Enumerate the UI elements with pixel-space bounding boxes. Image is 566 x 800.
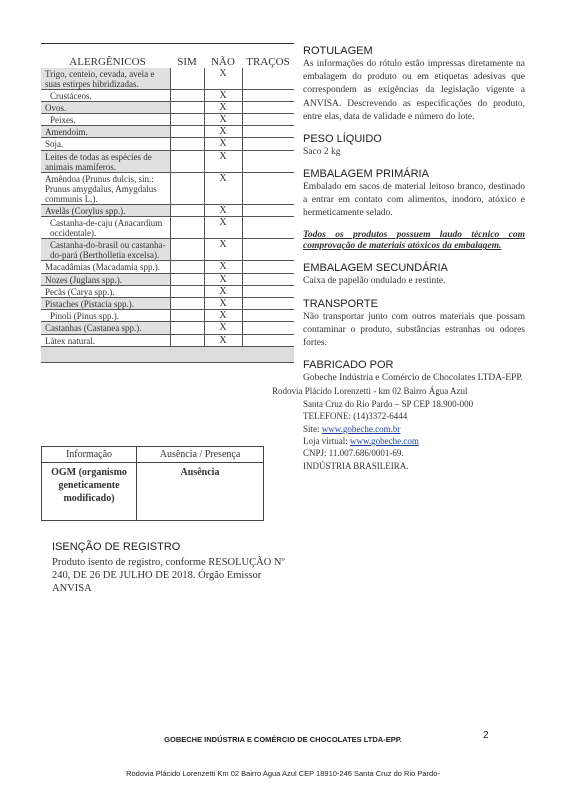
allergen-sim <box>170 310 204 322</box>
allergen-tracos <box>242 172 294 204</box>
fabricado-phone: TELEFONE: (14)3372-6444 <box>303 411 408 422</box>
allergen-header-nao: NÃO <box>204 44 242 68</box>
allergen-row <box>41 261 294 273</box>
allergen-tracos <box>242 150 294 172</box>
allergen-name: Amendoim. <box>41 126 170 138</box>
fabricado-address-block <box>272 385 525 472</box>
right-column <box>272 45 525 472</box>
fabricado-site <box>303 423 525 435</box>
allergen-tracos <box>242 101 294 113</box>
allergen-name: Macadâmias (Macadamia spp.). <box>41 261 170 273</box>
allergen-row <box>41 298 294 310</box>
allergen-nao: X <box>204 273 242 285</box>
embalagem-secundaria-title: EMBALAGEM SECUNDÁRIA <box>303 262 448 275</box>
ogm-row-info: OGM (organismo geneticamente modificado) <box>42 463 137 521</box>
allergen-table <box>41 43 294 363</box>
allergen-row <box>41 204 294 216</box>
allergen-spacer-cell <box>41 346 294 362</box>
allergen-nao: X <box>204 114 242 126</box>
fabricado-address2: Santa Cruz do Rio Pardo – SP CEP 18.900-000 <box>303 398 474 409</box>
allergen-sim <box>170 114 204 126</box>
allergen-sim <box>170 334 204 346</box>
allergen-name: Castanha-do-brasil ou castanha-do-pará (Bertholletia excelsa). <box>41 239 170 261</box>
allergen-tracos <box>242 217 294 239</box>
allergen-spacer-row <box>41 346 294 362</box>
embalagem-note: Todos os produtos possuem laudo técnico com comprovação de materiais atóxicos da embalagem. <box>303 229 525 252</box>
page-number: 2 <box>483 730 489 741</box>
peso-title: PESO LÍQUIDO <box>303 132 382 145</box>
allergen-name: Pistaches (Pistacia spp.). <box>41 298 170 310</box>
allergen-nao: X <box>204 89 242 101</box>
allergen-row <box>41 217 294 239</box>
allergen-row <box>41 126 294 138</box>
allergen-row <box>41 273 294 285</box>
allergen-row <box>41 138 294 150</box>
allergen-header-sim: SIM <box>170 44 204 68</box>
transporte-text: Não transportar junto com outros materiais que possam contaminar o produto, substâncias estranhas ou odores fortes. <box>303 311 525 348</box>
peso-text: Saco 2 kg <box>303 146 341 157</box>
allergen-nao: X <box>204 101 242 113</box>
allergen-name: Pinoli (Pinus spp.). <box>41 310 170 322</box>
allergen-name: Peixes. <box>41 114 170 126</box>
allergen-tracos <box>242 239 294 261</box>
allergen-table-body <box>41 68 294 363</box>
allergen-row <box>41 310 294 322</box>
allergen-name: Nozes (Juglans spp.). <box>41 273 170 285</box>
footer-address: Rodovia Plácido Lorenzetti Km 02 Bairro Agua Azul CEP 18910-246 Santa Cruz do Rio Pardo- <box>126 769 440 778</box>
allergen-row <box>41 322 294 334</box>
allergen-nao: X <box>204 285 242 297</box>
embalagem-primaria-text: Embalado em sacos de material leitoso branco, destinado a entrar em contato com alimentos, inodoro, atóxico e hermeticamente selado. <box>303 182 525 219</box>
allergen-tracos <box>242 285 294 297</box>
allergen-name: Leites de todas as espécies de animais mamíferos. <box>41 150 170 172</box>
allergen-tracos <box>242 126 294 138</box>
allergen-tracos <box>242 89 294 101</box>
allergen-row <box>41 68 294 90</box>
site-label: Site: <box>303 423 322 434</box>
allergen-name: Ovos. <box>41 101 170 113</box>
allergen-sim <box>170 101 204 113</box>
allergen-sim <box>170 150 204 172</box>
fabricado-country: INDÚSTRIA BRASILEIRA. <box>303 460 409 471</box>
allergen-name: Avelãs (Corylus spp.). <box>41 204 170 216</box>
allergen-row <box>41 101 294 113</box>
allergen-sim <box>170 273 204 285</box>
ogm-row-value: Ausência <box>137 463 264 521</box>
allergen-nao: X <box>204 310 242 322</box>
allergen-tracos <box>242 261 294 273</box>
allergen-sim <box>170 285 204 297</box>
transporte-title: TRANSPORTE <box>303 297 378 310</box>
allergen-nao: X <box>204 138 242 150</box>
rotulagem-text: As informações do rótulo estão impressas diretamente na embalagem do produto ou em etiquetas adesivas que correspondem as exigências da legislação vigente a ANVISA. Descrevendo as especificações do produto, entre elas, data de validade e número do lote. <box>303 59 525 122</box>
rotulagem-title: ROTULAGEM <box>303 45 373 57</box>
allergen-sim <box>170 89 204 101</box>
allergen-nao: X <box>204 150 242 172</box>
allergen-sim <box>170 126 204 138</box>
embalagem-primaria-title: EMBALAGEM PRIMÁRIA <box>303 168 429 181</box>
allergen-row <box>41 334 294 346</box>
embalagem-secundaria-text: Caixa de papelão ondulado e restinte. <box>303 276 446 287</box>
allergen-name: Castanha-de-caju (Anacardium occidentale). <box>41 217 170 239</box>
ogm-header-presence: Ausência / Presença <box>137 447 264 463</box>
allergen-row <box>41 285 294 297</box>
fabricado-company: Gobeche Indústria e Comércio de Chocolates LTDA-EPP. <box>303 373 523 384</box>
store-label: Loja virtual: <box>303 436 350 447</box>
allergen-sim <box>170 239 204 261</box>
allergen-tracos <box>242 114 294 126</box>
allergen-tracos <box>242 138 294 150</box>
isencao-text: Produto isento de registro, conforme RESOLUÇÃO Nº 240, DE 26 DE JULHO DE 2018. Órgão Emissor ANVISA <box>52 556 285 594</box>
allergen-nao: X <box>204 261 242 273</box>
allergen-name: Crustáceos. <box>41 89 170 101</box>
allergen-tracos <box>242 273 294 285</box>
allergen-tracos <box>242 334 294 346</box>
allergen-nao: X <box>204 334 242 346</box>
allergen-header-row <box>41 44 294 68</box>
allergen-nao: X <box>204 239 242 261</box>
allergen-name: Castanhas (Castanea spp.). <box>41 322 170 334</box>
allergen-name: Amêndoa (Prunus dulcis, sin.: Prunus amygdalus, Amygdalus communis L.). <box>41 172 170 204</box>
allergen-sim <box>170 322 204 334</box>
fabricado-address1: Rodovia Plácido Lorenzetti - km 02 Bairro Água Azul <box>272 386 468 397</box>
allergen-row <box>41 150 294 172</box>
allergen-row <box>41 239 294 261</box>
allergen-nao: X <box>204 172 242 204</box>
allergen-tracos <box>242 68 294 90</box>
allergen-tracos <box>242 298 294 310</box>
allergen-sim <box>170 172 204 204</box>
fabricado-title: FABRICADO POR <box>303 359 394 372</box>
allergen-row <box>41 114 294 126</box>
allergen-sim <box>170 261 204 273</box>
isencao-title: ISENÇÃO DE REGISTRO <box>52 541 181 553</box>
allergen-name: Látex natural. <box>41 334 170 346</box>
allergen-sim <box>170 68 204 90</box>
allergen-header-name: ALERGÊNICOS <box>41 44 170 68</box>
allergen-sim <box>170 298 204 310</box>
allergen-nao: X <box>204 217 242 239</box>
allergen-sim <box>170 138 204 150</box>
ogm-header-info: Informação <box>42 447 137 463</box>
fabricado-cnpj: CNPJ: 11.007.686/0001-69. <box>303 448 404 459</box>
isencao-section <box>52 541 292 595</box>
footer-company: GOBECHE INDÚSTRIA E COMÉRCIO DE CHOCOLATES LTDA-EPP. <box>164 735 402 744</box>
site-link[interactable]: www.gobeche.com.br <box>321 423 401 434</box>
allergen-nao: X <box>204 298 242 310</box>
allergen-sim <box>170 204 204 216</box>
allergen-nao: X <box>204 322 242 334</box>
fabricado-store <box>303 435 525 447</box>
allergen-name: Soja. <box>41 138 170 150</box>
allergen-row <box>41 172 294 204</box>
allergen-name: Trigo, centeio, cevada, aveia e suas estirpes hibridizadas. <box>41 68 170 90</box>
allergen-nao: X <box>204 204 242 216</box>
allergen-sim <box>170 217 204 239</box>
allergen-nao: X <box>204 126 242 138</box>
allergen-tracos <box>242 322 294 334</box>
allergen-row <box>41 89 294 101</box>
ogm-table <box>41 446 264 521</box>
allergen-tracos <box>242 204 294 216</box>
allergen-header-tracos: TRAÇOS <box>242 44 294 68</box>
allergen-tracos <box>242 310 294 322</box>
allergen-nao: X <box>204 68 242 90</box>
store-link[interactable]: www.gobeche.com <box>350 436 419 447</box>
allergen-name: Pecãs (Carya spp.). <box>41 285 170 297</box>
